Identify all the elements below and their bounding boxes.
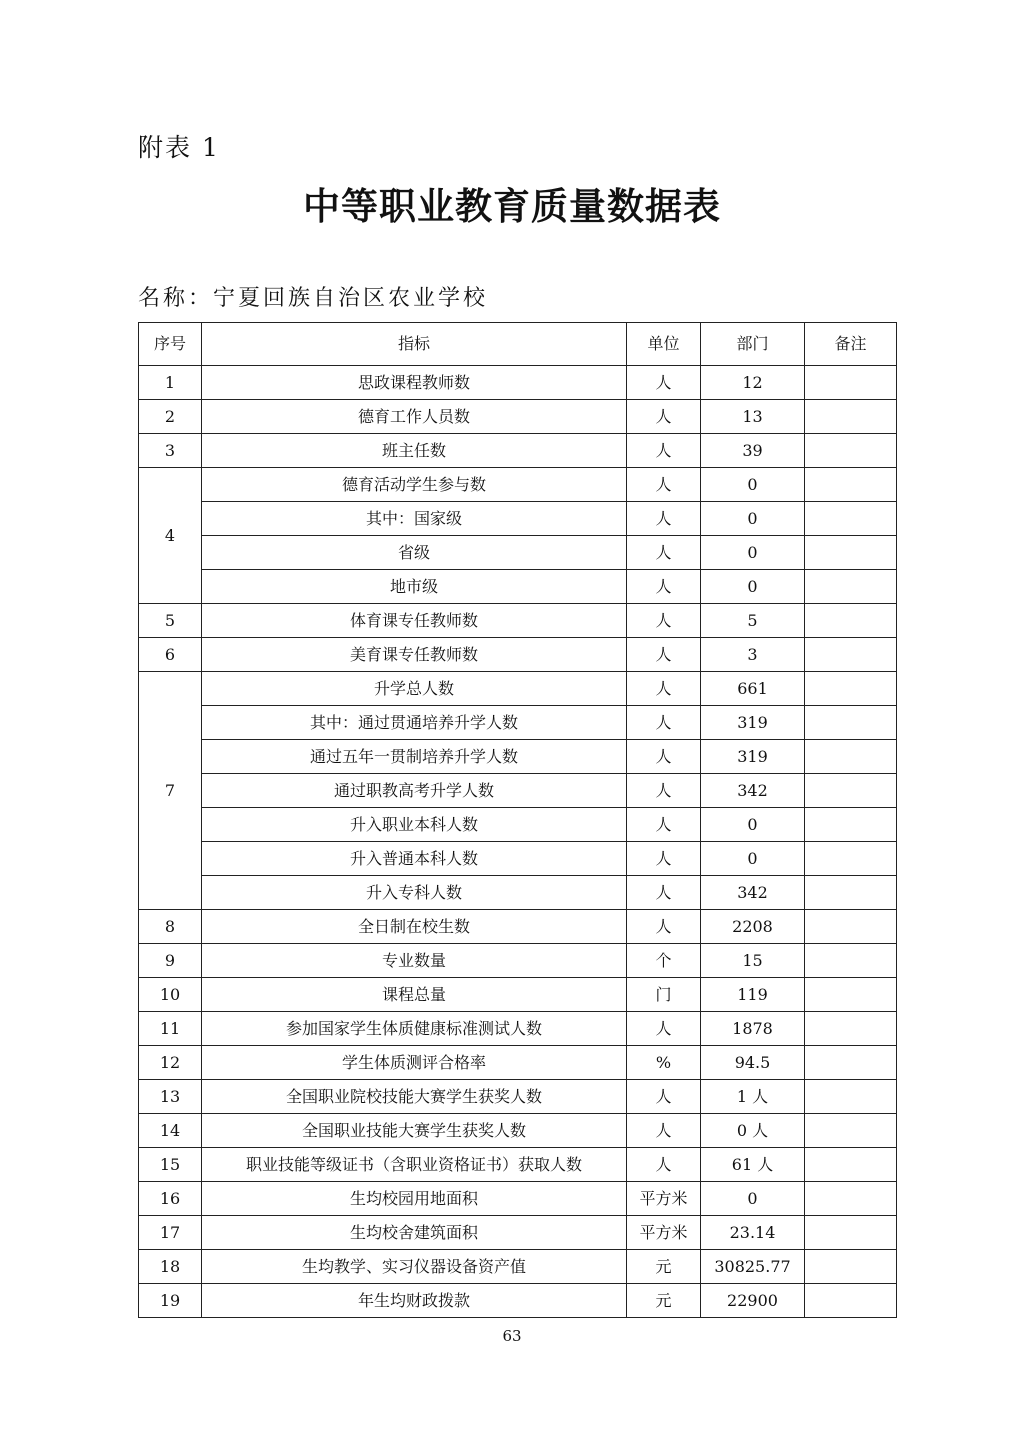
table-row [139,1216,897,1250]
cell-dept: 342 [701,876,805,910]
cell-dept: 119 [701,978,805,1012]
cell-unit: 人 [627,1012,701,1046]
cell-note [805,604,897,638]
cell-indicator: 体育课专任教师数 [202,604,627,638]
cell-dept: 0 [701,468,805,502]
table-row [139,1250,897,1284]
cell-seq: 13 [139,1080,202,1114]
cell-note [805,502,897,536]
cell-indicator: 美育课专任教师数 [202,638,627,672]
cell-unit: 人 [627,774,701,808]
cell-indicator: 升学总人数 [202,672,627,706]
table-row [139,1114,897,1148]
cell-note [805,706,897,740]
page-title: 中等职业教育质量数据表 [303,185,721,228]
cell-unit: 人 [627,604,701,638]
table-row [139,570,897,604]
cell-seq: 1 [139,366,202,400]
table-row [139,1046,897,1080]
cell-indicator: 职业技能等级证书（含职业资格证书）获取人数 [202,1148,627,1182]
cell-indicator: 生均教学、实习仪器设备资产值 [202,1250,627,1284]
table-row [139,638,897,672]
cell-unit: 人 [627,638,701,672]
table-row [139,502,897,536]
table-header-row [139,323,897,366]
cell-dept: 319 [701,740,805,774]
cell-unit: 人 [627,706,701,740]
cell-indicator: 全国职业技能大赛学生获奖人数 [202,1114,627,1148]
cell-indicator: 学生体质测评合格率 [202,1046,627,1080]
cell-indicator: 年生均财政拨款 [202,1284,627,1318]
cell-unit: 人 [627,536,701,570]
cell-seq: 6 [139,638,202,672]
cell-indicator: 参加国家学生体质健康标准测试人数 [202,1012,627,1046]
cell-indicator: 专业数量 [202,944,627,978]
cell-note [805,842,897,876]
quality-data-table [138,322,897,1318]
cell-note [805,1114,897,1148]
cell-unit: 人 [627,910,701,944]
cell-dept: 0 [701,570,805,604]
cell-unit: 个 [627,944,701,978]
appendix-label: 附表 1 [138,133,220,162]
cell-seq: 11 [139,1012,202,1046]
cell-dept: 342 [701,774,805,808]
cell-dept: 319 [701,706,805,740]
table-row [139,604,897,638]
cell-unit: 元 [627,1250,701,1284]
table-row [139,1182,897,1216]
header-note: 备注 [805,323,897,366]
cell-indicator: 德育活动学生参与数 [202,468,627,502]
cell-dept: 15 [701,944,805,978]
table-row [139,1012,897,1046]
cell-unit: 人 [627,842,701,876]
cell-indicator: 班主任数 [202,434,627,468]
cell-unit: 人 [627,1148,701,1182]
table-row [139,366,897,400]
cell-unit: 人 [627,1080,701,1114]
cell-note [805,774,897,808]
cell-indicator: 其中：国家级 [202,502,627,536]
cell-unit: 人 [627,1114,701,1148]
cell-dept: 61 人 [701,1148,805,1182]
cell-seq: 7 [139,672,202,910]
cell-seq: 5 [139,604,202,638]
cell-dept: 0 [701,536,805,570]
cell-note [805,536,897,570]
table-row [139,842,897,876]
cell-unit: 人 [627,740,701,774]
table-row [139,944,897,978]
cell-seq: 4 [139,468,202,604]
table-row [139,706,897,740]
cell-note [805,740,897,774]
header-dept: 部门 [701,323,805,366]
cell-unit: % [627,1046,701,1080]
cell-note [805,808,897,842]
cell-dept: 30825.77 [701,1250,805,1284]
cell-unit: 人 [627,876,701,910]
table-row [139,808,897,842]
cell-indicator: 通过职教高考升学人数 [202,774,627,808]
cell-note [805,638,897,672]
cell-note [805,570,897,604]
cell-unit: 元 [627,1284,701,1318]
cell-note [805,468,897,502]
cell-indicator: 其中：通过贯通培养升学人数 [202,706,627,740]
table-row [139,740,897,774]
cell-note [805,876,897,910]
cell-indicator: 省级 [202,536,627,570]
cell-dept: 23.14 [701,1216,805,1250]
table-row [139,400,897,434]
table-row [139,434,897,468]
cell-indicator: 升入职业本科人数 [202,808,627,842]
cell-note [805,910,897,944]
cell-note [805,1046,897,1080]
cell-indicator: 思政课程教师数 [202,366,627,400]
table-row [139,672,897,706]
cell-unit: 人 [627,366,701,400]
cell-dept: 1 人 [701,1080,805,1114]
cell-note [805,1216,897,1250]
table-row [139,1284,897,1318]
cell-indicator: 课程总量 [202,978,627,1012]
cell-note [805,1284,897,1318]
cell-dept: 0 [701,1182,805,1216]
cell-indicator: 生均校舍建筑面积 [202,1216,627,1250]
cell-indicator: 地市级 [202,570,627,604]
cell-indicator: 全国职业院校技能大赛学生获奖人数 [202,1080,627,1114]
organization-name: 名称：宁夏回族自治区农业学校 [138,286,489,311]
cell-indicator: 升入普通本科人数 [202,842,627,876]
header-seq: 序号 [139,323,202,366]
table-row [139,536,897,570]
cell-dept: 13 [701,400,805,434]
cell-indicator: 德育工作人员数 [202,400,627,434]
cell-seq: 15 [139,1148,202,1182]
header-unit: 单位 [627,323,701,366]
table-row [139,876,897,910]
cell-unit: 人 [627,672,701,706]
cell-seq: 19 [139,1284,202,1318]
cell-indicator: 通过五年一贯制培养升学人数 [202,740,627,774]
cell-seq: 18 [139,1250,202,1284]
cell-note [805,1148,897,1182]
cell-note [805,400,897,434]
cell-note [805,1182,897,1216]
cell-note [805,944,897,978]
cell-indicator: 升入专科人数 [202,876,627,910]
cell-dept: 0 [701,502,805,536]
cell-dept: 5 [701,604,805,638]
cell-indicator: 全日制在校生数 [202,910,627,944]
cell-seq: 17 [139,1216,202,1250]
table-row [139,1080,897,1114]
cell-unit: 门 [627,978,701,1012]
cell-unit: 人 [627,502,701,536]
cell-unit: 人 [627,434,701,468]
table-row [139,774,897,808]
cell-seq: 14 [139,1114,202,1148]
cell-dept: 12 [701,366,805,400]
cell-note [805,1012,897,1046]
cell-dept: 661 [701,672,805,706]
cell-seq: 2 [139,400,202,434]
table-row [139,1148,897,1182]
cell-dept: 39 [701,434,805,468]
table-row [139,978,897,1012]
cell-dept: 2208 [701,910,805,944]
cell-indicator: 生均校园用地面积 [202,1182,627,1216]
cell-unit: 平方米 [627,1182,701,1216]
cell-seq: 8 [139,910,202,944]
cell-dept: 0 [701,842,805,876]
cell-note [805,366,897,400]
cell-note [805,1080,897,1114]
table-row [139,910,897,944]
cell-dept: 0 人 [701,1114,805,1148]
cell-seq: 16 [139,1182,202,1216]
cell-seq: 10 [139,978,202,1012]
cell-dept: 3 [701,638,805,672]
cell-seq: 3 [139,434,202,468]
table-body [139,366,897,1318]
cell-note [805,672,897,706]
page-number: 63 [502,1327,522,1345]
cell-seq: 9 [139,944,202,978]
cell-unit: 人 [627,400,701,434]
cell-dept: 94.5 [701,1046,805,1080]
cell-dept: 22900 [701,1284,805,1318]
cell-dept: 0 [701,808,805,842]
cell-unit: 人 [627,468,701,502]
table-row [139,468,897,502]
cell-unit: 平方米 [627,1216,701,1250]
header-indicator: 指标 [202,323,627,366]
cell-note [805,434,897,468]
cell-note [805,1250,897,1284]
cell-unit: 人 [627,570,701,604]
cell-dept: 1878 [701,1012,805,1046]
cell-unit: 人 [627,808,701,842]
cell-note [805,978,897,1012]
cell-seq: 12 [139,1046,202,1080]
